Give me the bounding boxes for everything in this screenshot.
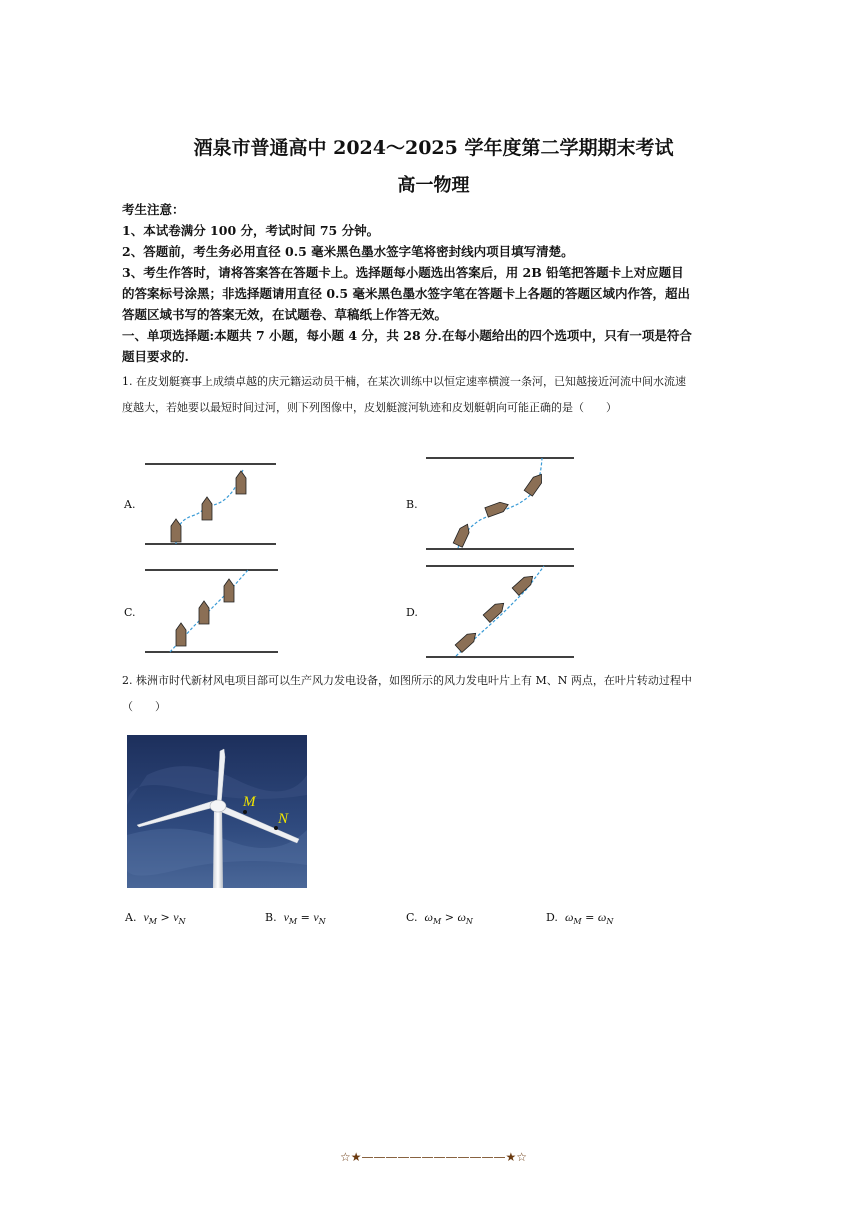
- q1-option-b-label: B.: [406, 498, 418, 511]
- page-footer-decoration: ☆★————————————★☆: [339, 1150, 528, 1164]
- boat-icon: [512, 573, 536, 596]
- boat-icon: [524, 471, 545, 496]
- q1-figure-b: [422, 452, 582, 554]
- boat-icon: [202, 497, 212, 520]
- boat-icon: [176, 623, 186, 646]
- q2-option-b: B. $v_M = v_N$: [265, 910, 326, 927]
- boat-icon: [199, 601, 209, 624]
- q1-figure-d: [422, 560, 582, 662]
- section-heading: 一、单项选择题:本题共 7 小题，每小题 4 分，共 28 分.在每小题给出的四个选项中，只有一项是符合题目要求的.: [122, 328, 692, 364]
- boat-icon: [224, 579, 234, 602]
- boat-icon: [236, 471, 246, 494]
- q2-option-a: A. $v_M > v_N$: [125, 910, 186, 927]
- question-2-text: 2. 株洲市时代新材风电项目部可以生产风力发电设备，如图所示的风力发电叶片上有 M、N 两点，在叶片转动过程中（ ）: [122, 674, 692, 713]
- notice-heading: 考生注意：: [122, 202, 185, 217]
- wind-turbine-image: [127, 735, 307, 888]
- boat-icon: [483, 600, 507, 623]
- question-1-text: 1. 在皮划艇赛事上成绩卓越的庆元籍运动员干楠，在某次训练中以恒定速率横渡一条河，已知越接近河流中间水流速度越大，若她要以最短时间过河，则下列图像中，皮划艇渡河轨迹和皮划艇朝向可能正确的是（ ）: [122, 375, 686, 414]
- exam-title: 酒泉市普通高中 2024～2025 学年度第二学期期末考试: [193, 137, 674, 159]
- boat-icon: [453, 522, 472, 547]
- q1-figure-c: [140, 564, 285, 658]
- point-m-label: M: [243, 794, 256, 810]
- point-n-label: N: [278, 811, 289, 827]
- q1-figure-a: [140, 458, 280, 550]
- q1-option-c-label: C.: [124, 606, 136, 619]
- notice-block: [122, 199, 692, 367]
- boat-icon: [171, 519, 181, 542]
- boat-icon: [455, 630, 479, 653]
- exam-subject: 高一物理: [397, 175, 470, 196]
- notice-item-2: 2、答题前，考生务必用直径 0.5 毫米黑色墨水签字笔将密封线内项目填写清楚。: [122, 244, 574, 259]
- q1-option-a-label: A.: [124, 498, 136, 511]
- q2-option-d: D. $\omega_M = \omega_N$: [546, 910, 614, 927]
- boat-icon: [485, 500, 510, 517]
- notice-item-3: 3、考生作答时，请将答案答在答题卡上。选择题每小题选出答案后，用 2B 铅笔把答题卡上对应题目的答案标号涂黑；非选择题请用直径 0.5 毫米黑色墨水签字笔在答题卡上各题的答题区域内作答，超出答题区域书写的答案无效，在试题卷、草稿纸上作答无效。: [122, 265, 690, 322]
- notice-item-1: 1、本试卷满分 100 分，考试时间 75 分钟。: [122, 223, 380, 238]
- q2-option-c: C. $\omega_M > \omega_N$: [406, 910, 473, 927]
- q1-option-d-label: D.: [406, 606, 418, 619]
